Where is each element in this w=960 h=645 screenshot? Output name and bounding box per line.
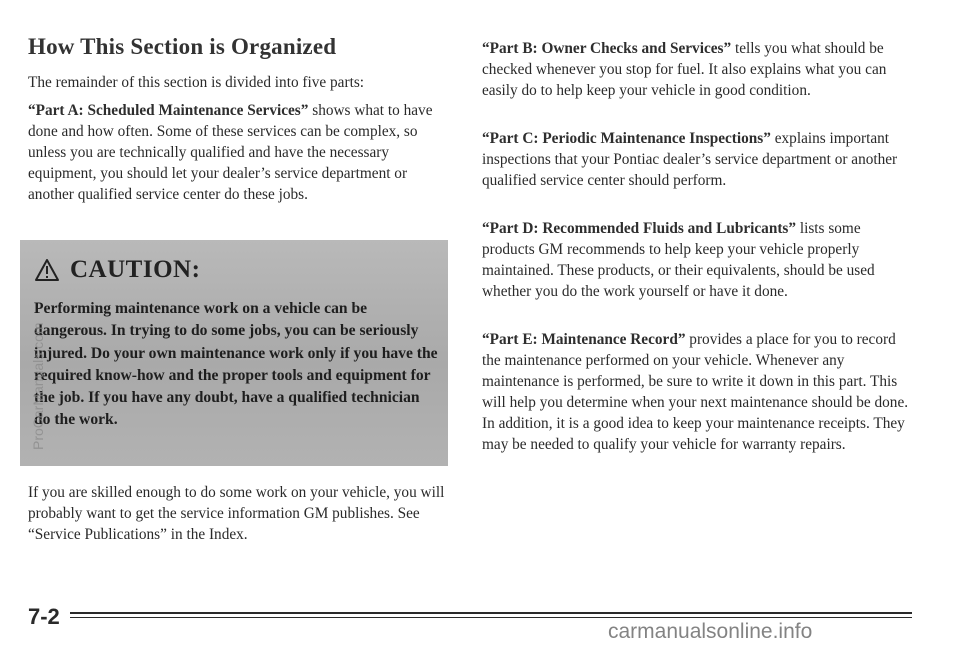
part-d-paragraph xyxy=(482,218,910,302)
part-d-text: lists some products GM recommends to help keep your vehicle properly maintained. These products, or their equivalents, should be used whether you do the work yourself or have it done. xyxy=(482,220,875,300)
footer-rule xyxy=(70,612,912,614)
part-d-lead: “Part D: Recommended Fluids and Lubricants” xyxy=(482,220,797,237)
part-a-paragraph xyxy=(28,100,456,205)
intro-paragraph: The remainder of this section is divided into five parts: xyxy=(28,74,365,91)
caution-body: Performing maintenance work on a vehicle can be dangerous. In trying to do some jobs, you can be seriously injured. Do your own maintenance work only if you have the required know-how and the proper tools and equipment for the job. If you have any doubt, have a qualified technician do the work. xyxy=(34,300,438,429)
side-watermark: ProCarManuals.com xyxy=(30,322,46,450)
part-c-lead: “Part C: Periodic Maintenance Inspections” xyxy=(482,130,771,147)
part-e-text: provides a place for you to record the maintenance performed on your vehicle. Whenever any maintenance is performed, be sure to write it down in this part. This will help you determine when your next maintenance should be done. In addition, it is a good idea to keep your maintenance receipts. They may be needed to qualify your vehicle for warranty repairs. xyxy=(482,331,909,453)
part-a-lead: “Part A: Scheduled Maintenance Services” xyxy=(28,102,309,119)
skilled-paragraph: If you are skilled enough to do some work on your vehicle, you will probably want to get the service information GM publishes. See “Service Publications” in the Index. xyxy=(28,484,445,543)
caution-title: CAUTION: xyxy=(70,256,201,283)
caution-box xyxy=(20,240,448,466)
part-a-text: shows what to have done and how often. Some of these services can be complex, so unless you are technically qualified and have the necessary equipment, you should let your dealer’s service department or another qualified service center do these jobs. xyxy=(28,102,433,203)
part-c-text: explains important inspections that your Pontiac dealer’s service department or another qualified service center should perform. xyxy=(482,130,898,189)
section-heading: How This Section is Organized xyxy=(28,34,337,59)
part-e-lead: “Part E: Maintenance Record” xyxy=(482,331,686,348)
part-c-paragraph xyxy=(482,128,910,191)
footer-rule-thin xyxy=(70,617,912,618)
footer-watermark: carmanualsonline.info xyxy=(608,620,813,643)
page-number: 7-2 xyxy=(28,604,60,629)
part-b-text: tells you what should be checked whenever you stop for fuel. It also explains what you can easily do to help keep your vehicle in good condition. xyxy=(482,40,887,99)
part-b-paragraph xyxy=(482,38,910,101)
part-e-paragraph xyxy=(482,329,910,455)
part-b-lead: “Part B: Owner Checks and Services” xyxy=(482,40,732,57)
caution-header xyxy=(34,256,200,284)
